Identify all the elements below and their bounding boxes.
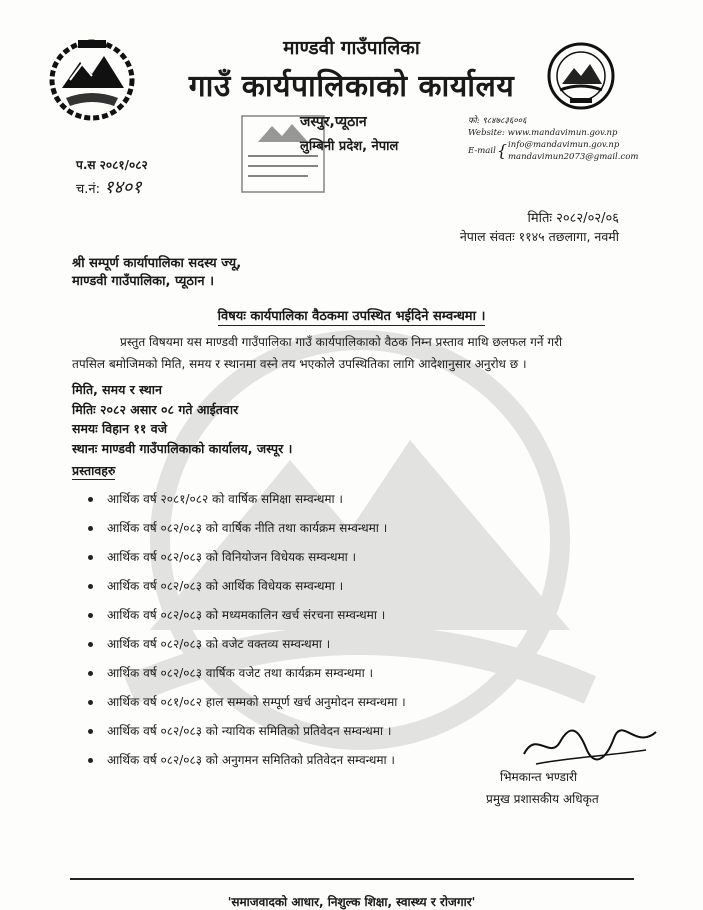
- nepal-samvat-date: नेपाल संवतः ११४५ तछलागा, नवमी: [459, 229, 619, 244]
- meeting-time: समयः विहान ११ वजे: [72, 421, 167, 436]
- bullet-icon: [88, 497, 93, 502]
- contact-block: [468, 115, 638, 163]
- proposals-heading: प्रस्तावहरु: [72, 463, 116, 478]
- list-item: आर्थिक वर्ष ०८२/०८३ को आर्थिक विधेयक सम्वन्धमा ।: [88, 577, 343, 594]
- dispatch-number: [76, 175, 142, 199]
- office-title: गाउँ कार्यपालिकाको कार्यालय: [188, 69, 515, 104]
- email-row: [468, 139, 638, 163]
- list-item: आर्थिक वर्ष ०८१/०८२ हाल सम्मको सम्पूर्ण खर्च अनुमोदन सम्वन्धमा ।: [88, 693, 406, 710]
- recipient-line2: माण्डवी गाउँपालिका, प्यूठान ।: [72, 274, 214, 289]
- email-primary: info@mandavimun.gov.np: [508, 140, 620, 150]
- handwritten-signature: [516, 720, 666, 772]
- body-paragraph-line1: प्रस्तुत विषयमा यस माण्डवी गाउँपालिका गाउँ कार्यपालिकाको वैठक निम्न प्रस्ताव माथि छलफल गर्ने गरी: [120, 335, 563, 349]
- municipality-name: माण्डवी गाउँपालिका: [283, 37, 420, 59]
- dispatch-label: च.नं:: [76, 182, 100, 197]
- list-item: आर्थिक वर्ष ०८२/०८३ को मध्यमकालिन खर्च संरचना सम्वन्धमा ।: [88, 606, 385, 623]
- list-item: आर्थिक वर्ष २०८१/०८२ को वार्षिक समिक्षा सम्वन्धमा ।: [88, 490, 343, 507]
- list-item: आर्थिक वर्ष ०८२/०८३ को अनुगमन समितिको प्रतिवेदन सम्वन्धमा ।: [88, 751, 395, 768]
- watermark-emblem: [90, 330, 630, 750]
- bullet-icon: [88, 613, 93, 618]
- signatory-name: भिमकान्त भण्डारी: [500, 770, 578, 784]
- bullet-icon: [88, 555, 93, 560]
- footer-slogan: 'समाजवादको आधार, निशुल्क शिक्षा, स्वास्थ्य र रोजगार': [227, 895, 476, 909]
- brace-icon: {: [496, 141, 507, 160]
- bullet-icon: [88, 729, 93, 734]
- bullet-icon: [88, 526, 93, 531]
- footer-divider: [70, 878, 634, 880]
- body-paragraph-line2: तपसिल बमोजिमको मिति, समय र स्थानमा वस्ने तय भएकोले उपस्थितिका लागि आदेशानुसार अनुरोध छ ।: [72, 357, 527, 371]
- list-item: आर्थिक वर्ष ०८२/०८३ को वजेट वक्तव्य सम्वन्धमा ।: [88, 635, 330, 652]
- website: Website: www.mandavimun.gov.np: [468, 128, 618, 138]
- email-label: E-mail: [468, 146, 496, 156]
- list-item: आर्थिक वर्ष ०८२/०८३ को विनियोजन विधेयक सम्वन्धमा ।: [88, 548, 356, 565]
- phone-number: फो: ९८४७८३६००६: [468, 116, 527, 126]
- address-line1: जस्पुर,प्यूठान: [300, 114, 367, 130]
- bullet-icon: [88, 642, 93, 647]
- bullet-icon: [88, 584, 93, 589]
- letter-date: मितिः २०८२/०२/०६: [527, 211, 619, 226]
- meeting-date: मितिः २०८२ असार ०८ गते आईतवार: [72, 402, 239, 417]
- bullet-icon: [88, 671, 93, 676]
- list-item: आर्थिक वर्ष ०८२/०८३ को न्यायिक समितिको प्रतिवेदन सम्वन्धमा ।: [88, 722, 391, 739]
- list-item: आर्थिक वर्ष ०८२/०८३ को वार्षिक नीति तथा कार्यक्रम सम्वन्धमा ।: [88, 519, 387, 536]
- meeting-heading: मिति, समय र स्थान: [72, 382, 162, 397]
- bullet-icon: [88, 758, 93, 763]
- recipient-line1: श्री सम्पूर्ण कार्यापालिका सदस्य ज्यू,: [72, 256, 242, 271]
- bullet-icon: [88, 700, 93, 705]
- signatory-title: प्रमुख प्रशासकीय अधिकृत: [486, 792, 599, 806]
- email-secondary: mandavimun2073@gmail.com: [508, 152, 639, 162]
- subject-line: विषयः कार्यपालिका वैठकमा उपस्थित भईदिने सम्वन्धमा ।: [217, 309, 486, 324]
- address-line2: लुम्बिनी प्रदेश, नेपाल: [300, 139, 399, 154]
- dispatch-value: १४०१: [104, 177, 142, 198]
- fiscal-year-ref: प.स २०८१/०८२: [76, 158, 148, 172]
- list-item: आर्थिक वर्ष ०८२/०८३ वार्षिक वजेट तथा कार्यक्रम सम्वन्धमा ।: [88, 664, 373, 681]
- meeting-place: स्थानः माण्डवी गाउँपालिकाको कार्यालय, जस्पूर ।: [72, 441, 293, 456]
